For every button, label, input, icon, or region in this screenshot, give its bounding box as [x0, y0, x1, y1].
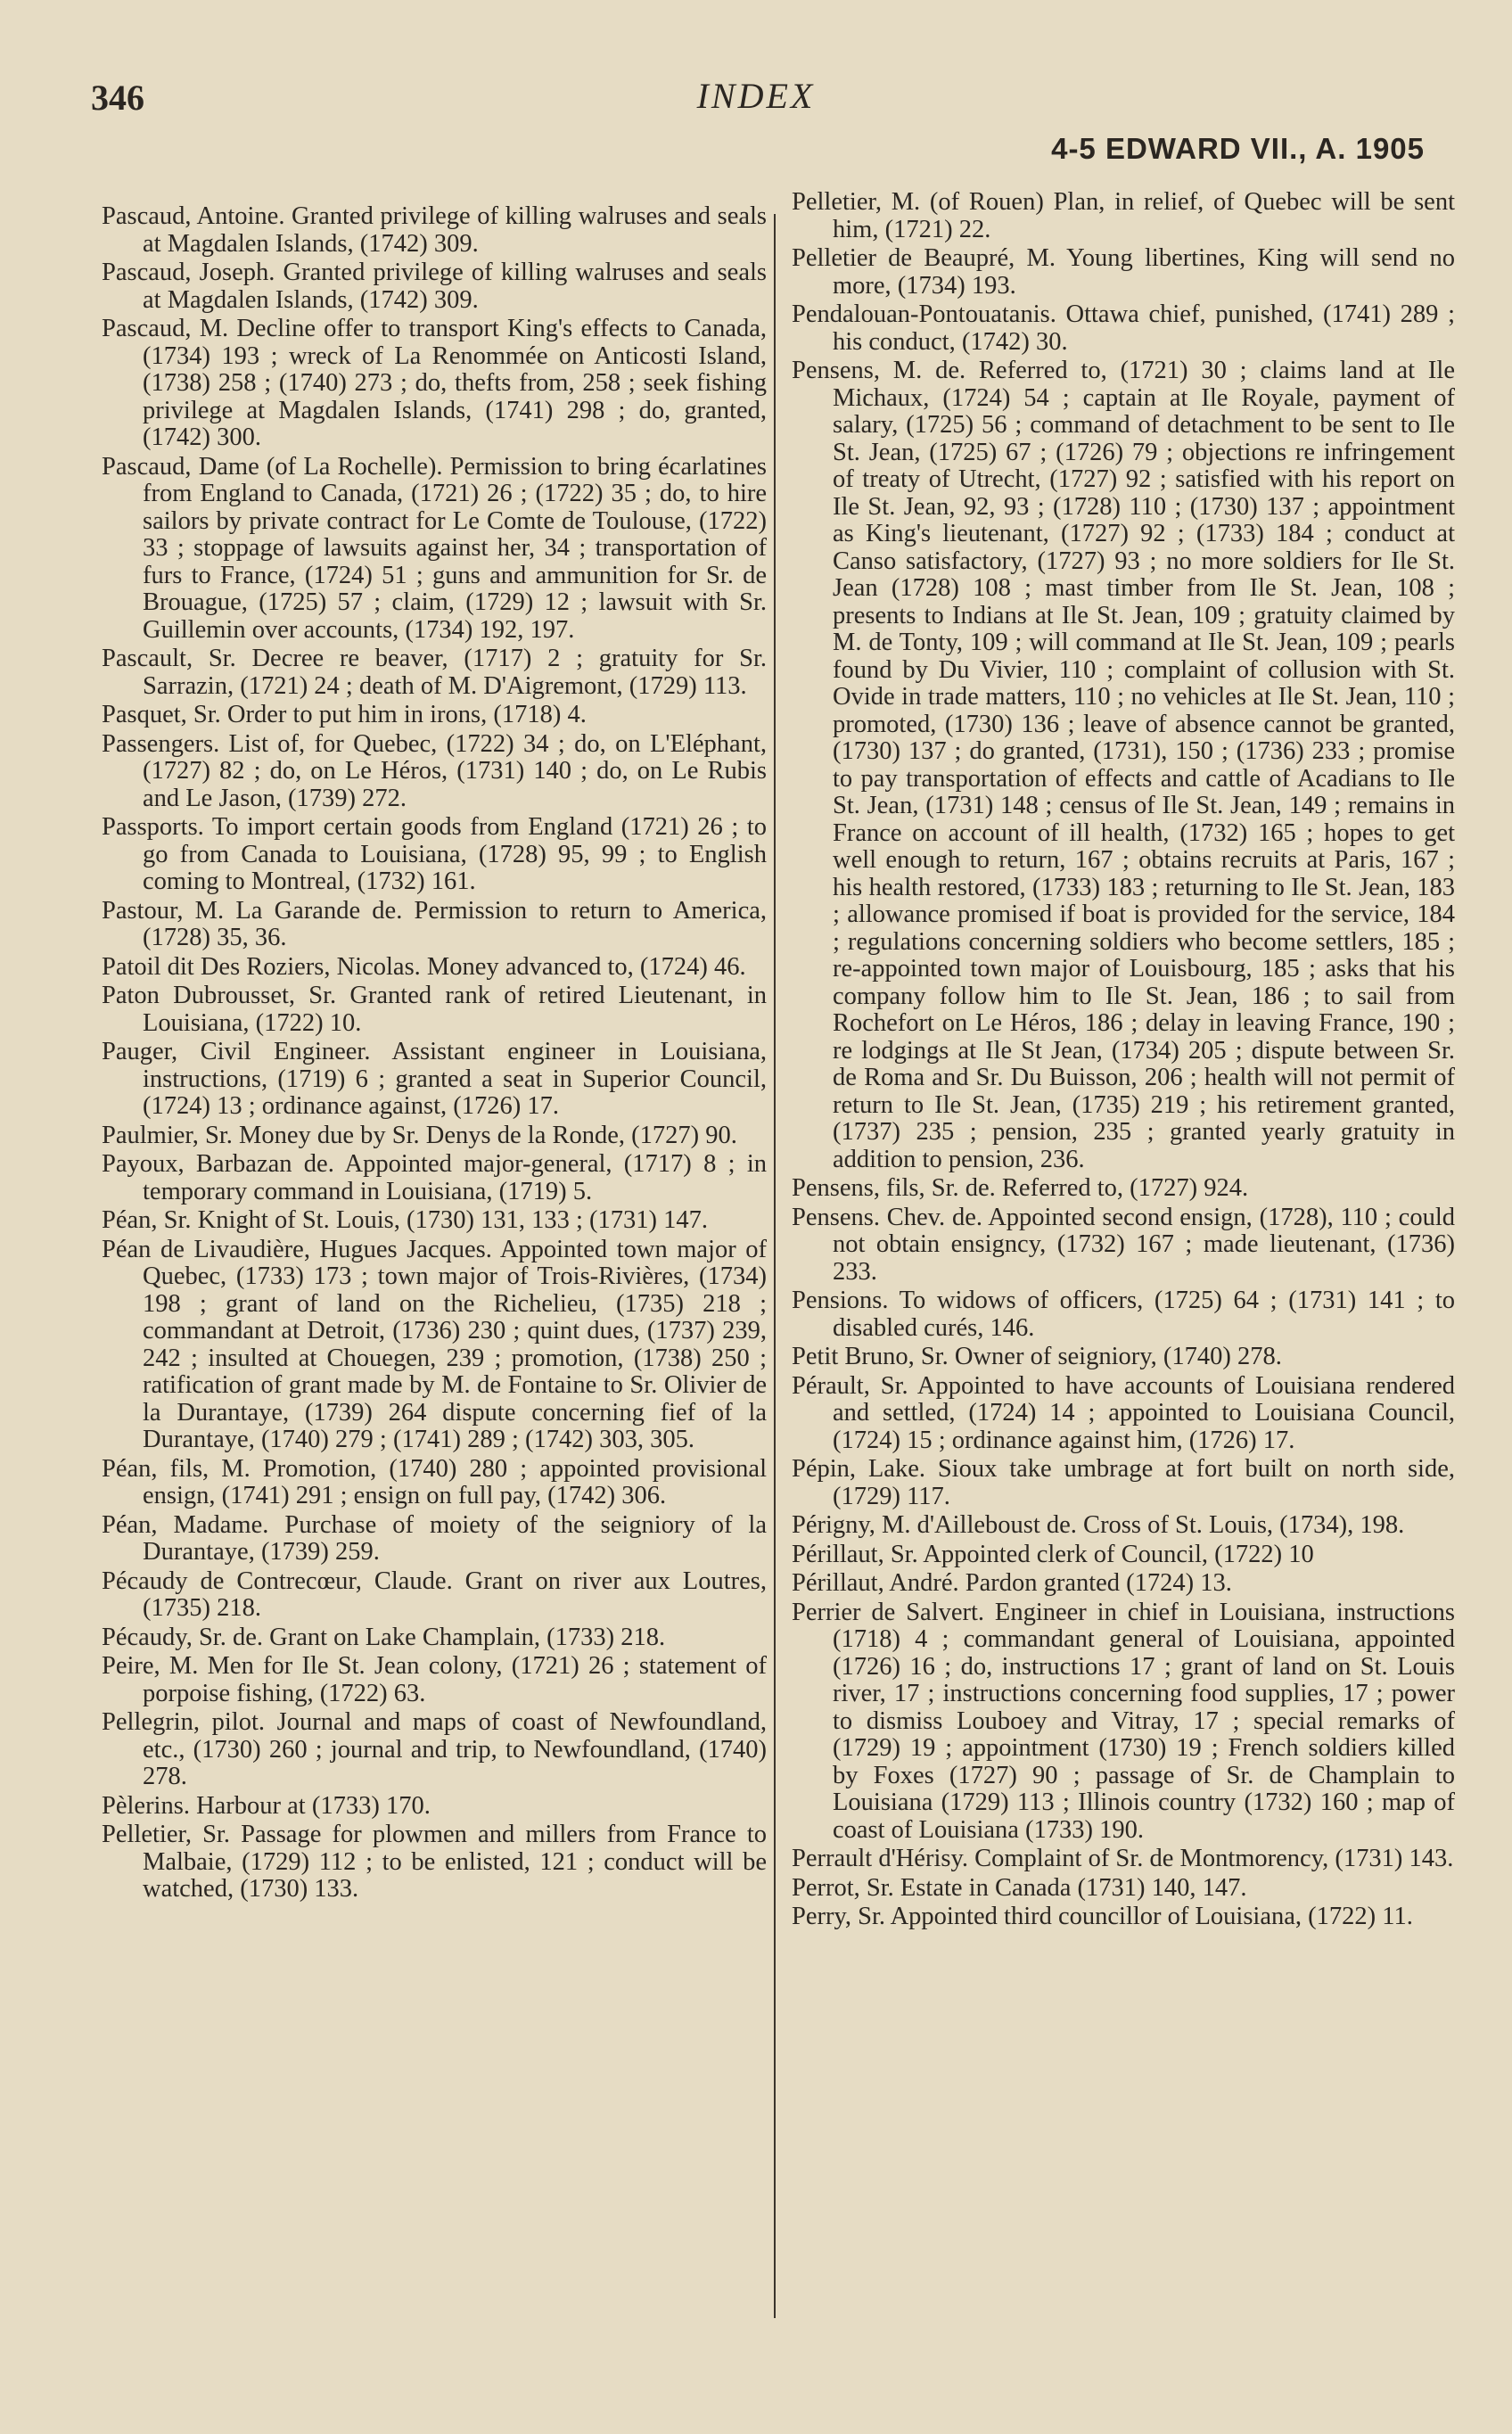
index-entry: Paulmier, Sr. Money due by Sr. Denys de la Ronde, (1727) 90.: [102, 1121, 737, 1149]
index-entry: Paton Dubrousset, Sr. Granted rank of retired Lieutenant, in Louisiana, (1722) 10.: [102, 982, 767, 1037]
index-entry: Péan de Livaudière, Hugues Jacques. Appointed town major of Quebec, (1733) 173 ; town major of Trois-Rivières, (1734) 198 ; grant of land on the Richelieu, (1735) 218 ; commandant at Detroit, (1736) 230 ; quint dues, (1737) 239, 242 ; insulted at Chouegen, 239 ; promotion, (1738) 250 ; ratification of grant made by M. de Fontaine to Sr. Olivier de la Durantaye, (1739) 264 dispute concerning fief of la Durantaye, (1740) 279 ; (1741) 289 ; (1742) 303, 305.: [102, 1235, 767, 1453]
index-entry: Perrault d'Hérisy. Complaint of Sr. de Montmorency, (1731) 143.: [792, 1845, 1454, 1872]
index-entry: Péan, fils, M. Promotion, (1740) 280 ; appointed provisional ensign, (1741) 291 ; ensign on full pay, (1742) 306.: [102, 1454, 767, 1509]
index-entry: Pascaud, Joseph. Granted privilege of killing walruses and seals at Magdalen Islands, (1742) 309.: [102, 259, 767, 314]
running-head: INDEX: [696, 76, 816, 116]
index-entry: Peire, M. Men for Ile St. Jean colony, (1721) 26 ; statement of porpoise fishing, (1722) 63.: [102, 1652, 767, 1707]
index-entry: Péan, Sr. Knight of St. Louis, (1730) 131, 133 ; (1731) 147.: [102, 1206, 709, 1234]
index-entry: Périgny, M. d'Ailleboust de. Cross of St. Louis, (1734), 198.: [792, 1511, 1405, 1539]
index-entry: Pascaud, Dame (of La Rochelle). Permission to bring écarlatines from England to Canada, (1721) 26 ; (1722) 35 ; do, to hire sailors by private contract for Le Comte de Toulouse, (1722) 33 ; stoppage of lawsuits against her, 34 ; transportation of furs to France, (1724) 51 ; guns and ammunition for Sr. de Brouague, (1725) 57 ; claim, (1729) 12 ; lawsuit with Sr. Guillemin over accounts, (1734) 192, 197.: [102, 452, 767, 644]
index-entry: Pasquet, Sr. Order to put him in irons, (1718) 4.: [102, 701, 587, 728]
index-entry: Pécaudy de Contrecœur, Claude. Grant on river aux Loutres, (1735) 218.: [102, 1566, 767, 1622]
index-entry: Pastour, M. La Garande de. Permission to return to America, (1728) 35, 36.: [102, 896, 767, 951]
index-entry: Patoil dit Des Roziers, Nicolas. Money advanced to, (1724) 46.: [102, 952, 746, 981]
index-entry: Pérault, Sr. Appointed to have accounts of Louisiana rendered and settled, (1724) 14 ; appointed to Louisiana Council, (1724) 15 ; ordinance against him, (1726) 17.: [792, 1371, 1455, 1454]
index-entry: Petit Bruno, Sr. Owner of seigniory, (1740) 278.: [792, 1343, 1282, 1370]
right-column: [792, 189, 1455, 1933]
index-entry: Pelletier, Sr. Passage for plowmen and millers from France to Malbaie, (1729) 112 ; to be enlisted, 121 ; conduct will be watched, (1730) 133.: [102, 1821, 767, 1903]
index-entry: Payoux, Barbazan de. Appointed major-general, (1717) 8 ; in temporary command in Louisiana, (1719) 5.: [102, 1150, 767, 1205]
index-entry: Pensens, M. de. Referred to, (1721) 30 ; claims land at Ile Michaux, (1724) 54 ; captain at Ile Royale, payment of salary, (1725) 56 ; command of detachment to be sent to Ile St. Jean, (1725) 67 ; (1726) 79 ; objections re infringement of treaty of Utrecht, (1727) 92 ; satisfied with his report on Ile St. Jean, 92, 93 ; (1728) 110 ; (1730) 137 ; appointment as King's lieutenant, (1727) 92 ; (1733) 184 ; conduct at Canso satisfactory, (1727) 93 ; no more soldiers for Ile St. Jean (1728) 108 ; mast timber from Ile St. Jean, 108 ; presents to Indians at Ile St. Jean, 109 ; gratuity claimed by M. de Tonty, 109 ; will command at Ile St. Jean, 109 ; pearls found by Du Vivier, 110 ; complaint of collusion with St. Ovide in trade matters, 110 ; no vehicles at Ile St. Jean, 110 ; promoted, (1730) 136 ; leave of absence cannot be granted, (1730) 137 ; do granted, (1731), 150 ; (1736) 233 ; promise to pay transportation of effects and cattle of Acadians to Ile St. Jean, (1731) 148 ; census of Ile St. Jean, 149 ; remains in France on account of ill health, (1732) 165 ; hopes to get well enough to return, 167 ; obtains recruits at Paris, 167 ; his health restored, (1733) 183 ; returning to Ile St. Jean, 183 ; allowance promised if boat is provided for the service, 184 ; regulations concerning soldiers who become settlers, 185 ; re-appointed town major of Louisbourg, 185 ; asks that his company follow him to Ile St. Jean, 186 ; to sail from Rochefort on Le Héros, 186 ; delay in leaving France, 190 ; re lodgings at Ile St Jean, (1734) 205 ; dispute between Sr. de Roma and Sr. Du Buisson, 206 ; health will not permit of return to Ile St. Jean, (1735) 219 ; his retirement granted, (1737) 235 ; pension, 235 ; granted yearly gratuity in addition to pension, 236.: [792, 357, 1455, 1173]
page-number: 346: [91, 78, 144, 118]
index-entry: Perrier de Salvert. Engineer in chief in Louisiana, instructions (1718) 4 ; commandant general of Louisiana, appointed (1726) 16 ; do, instructions 17 ; grant of land on St. Louis river, 17 ; instructions concerning food supplies, 17 ; power to dismiss Louboey and Vitray, 17 ; special remarks of (1729) 19 ; appointment (1730) 19 ; French soldiers killed by Foxes (1727) 90 ; passage of Sr. de Champlain to Louisiana (1729) 113 ; Illinois country (1732) 160 ; map of coast of Louisiana (1733) 190.: [792, 1598, 1455, 1844]
index-entry: Pelletier, M. (of Rouen) Plan, in relief, of Quebec will be sent him, (1721) 22.: [792, 188, 1455, 243]
index-entry: Pépin, Lake. Sioux take umbrage at fort built on north side, (1729) 117.: [792, 1455, 1455, 1510]
index-entry: Pellegrin, pilot. Journal and maps of coast of Newfoundland, etc., (1730) 260 ; journal and trip, to Newfoundland, (1740) 278.: [102, 1708, 767, 1790]
index-entry: Perrot, Sr. Estate in Canada (1731) 140, 147.: [792, 1873, 1247, 1902]
index-entry: Périllaut, Sr. Appointed clerk of Council, (1722) 10: [792, 1540, 1314, 1568]
index-entry: Pensions. To widows of officers, (1725) 64 ; (1731) 141 ; to disabled curés, 146.: [792, 1287, 1455, 1342]
index-entry: Perry, Sr. Appointed third councillor of Louisiana, (1722) 11.: [792, 1903, 1413, 1930]
left-column: [102, 203, 767, 1905]
index-entry: Pelletier de Beaupré, M. Young libertines, King will send no more, (1734) 193.: [792, 244, 1455, 300]
session-label: 4-5 EDWARD VII., A. 1905: [1051, 132, 1425, 165]
index-entry: Pascaud, Antoine. Granted privilege of killing walruses and seals at Magdalen Islands, (1742) 309.: [102, 202, 767, 258]
column-divider: [774, 214, 776, 2318]
index-entry: Pascault, Sr. Decree re beaver, (1717) 2 ; gratuity for Sr. Sarrazin, (1721) 24 ; death of M. D'Aigremont, (1729) 113.: [102, 645, 767, 700]
index-entry: Pauger, Civil Engineer. Assistant engineer in Louisiana, instructions, (1719) 6 ; granted a seat in Superior Council, (1724) 13 ; ordinance against, (1726) 17.: [102, 1038, 767, 1120]
index-entry: Péan, Madame. Purchase of moiety of the seigniory of la Durantaye, (1739) 259.: [102, 1510, 767, 1566]
index-entry: Pendalouan-Pontouatanis. Ottawa chief, punished, (1741) 289 ; his conduct, (1742) 30.: [792, 300, 1455, 356]
index-entry: Passports. To import certain goods from England (1721) 26 ; to go from Canada to Louisiana, (1728) 95, 99 ; to English coming to Montreal, (1732) 161.: [102, 813, 767, 895]
index-entry: Pécaudy, Sr. de. Grant on Lake Champlain, (1733) 218.: [102, 1623, 666, 1651]
index-entry: Passengers. List of, for Quebec, (1722) 34 ; do, on L'Eléphant, (1727) 82 ; do, on Le Héros, (1731) 140 ; do, on Le Rubis and Le Jason, (1739) 272.: [102, 729, 767, 812]
index-entry: Pèlerins. Harbour at (1733) 170.: [102, 1791, 431, 1820]
index-entry: Pensens, fils, Sr. de. Referred to, (1727) 924.: [792, 1174, 1249, 1202]
index-entry: Pascaud, M. Decline offer to transport King's effects to Canada, (1734) 193 ; wreck of La Renommée on Anticosti Island, (1738) 258 ; (1740) 273 ; do, thefts from, 258 ; seek fishing privilege at Magdalen Islands, (1741) 298 ; do, granted, (1742) 300.: [102, 315, 767, 451]
index-entry: Périllaut, André. Pardon granted (1724) 13.: [792, 1569, 1232, 1597]
index-entry: Pensens. Chev. de. Appointed second ensign, (1728), 110 ; could not obtain ensigncy, (1732) 167 ; made lieutenant, (1736) 233.: [792, 1203, 1455, 1286]
